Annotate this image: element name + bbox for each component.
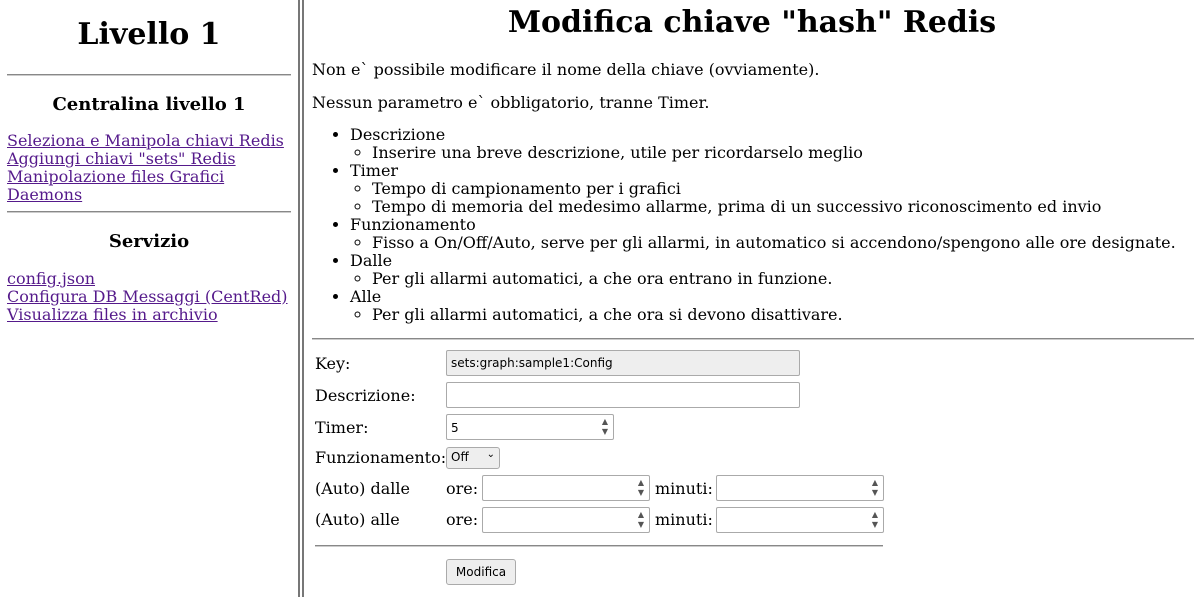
sidebar-frame [0, 0, 298, 597]
ore-label: ore: [446, 479, 479, 498]
alle-label: (Auto) alle [315, 510, 400, 529]
list-item: ◦ Tempo di memoria del medesimo allarme, prima di un successivo riconoscimento ed invio [372, 198, 1176, 216]
timer-label: Timer: [315, 418, 369, 437]
list-item: ◦ Per gli allarmi automatici, a che ora entrano in funzione. [372, 270, 1176, 288]
list-item: • Descrizione ◦ Inserire una breve descrizione, utile per ricordarselo meglio [350, 126, 1176, 162]
help-list [312, 126, 1176, 324]
minuti-label: minuti: [655, 510, 713, 529]
info-paragraph: Non e` possibile modificare il nome della chiave (ovviamente). [312, 60, 820, 79]
spinner-arrows-icon[interactable]: ▲ ▼ [871, 510, 879, 529]
divider [312, 338, 1194, 340]
nav-link-aggiungi-chiavi[interactable]: Aggiungi chiavi "sets" Redis [7, 149, 236, 168]
dalle-ore-input[interactable] [482, 475, 650, 501]
info-paragraph: Nessun parametro e` obbligatorio, tranne Timer. [312, 93, 710, 112]
spinner-arrows-icon[interactable]: ▲ ▼ [601, 417, 609, 436]
timer-input[interactable]: 5 ▲ ▼ [446, 414, 614, 440]
funzionamento-select[interactable]: Off ⌄ [446, 447, 500, 469]
list-item: • Funzionamento ◦ Fisso a On/Off/Auto, serve per gli allarmi, in automatico si accendono/spengono alle ore designate. [350, 216, 1176, 252]
list-item: • Dalle ◦ Per gli allarmi automatici, a che ora entrano in funzione. [350, 252, 1176, 288]
nav-list-centralina [7, 132, 284, 204]
list-item: • Timer ◦ Tempo di campionamento per i grafici ◦ Tempo di memoria del medesimo allarme, prima di un successivo riconoscimento ed invio [350, 162, 1176, 216]
funzionamento-label: Funzionamento: [315, 448, 447, 467]
alle-ore-input[interactable] [482, 507, 650, 533]
sidebar-title: Livello 1 [77, 17, 221, 52]
modifica-button[interactable]: Modifica [446, 559, 516, 585]
descrizione-input[interactable] [446, 382, 800, 408]
nav-link-configura-db[interactable]: Configura DB Messaggi (CentRed) [7, 287, 288, 306]
chevron-down-icon: ⌄ [486, 449, 495, 460]
alle-minuti-input[interactable] [716, 507, 884, 533]
dalle-minuti-input[interactable] [716, 475, 884, 501]
section-title-centralina: Centralina livello 1 [52, 94, 246, 115]
list-item: • Alle ◦ Per gli allarmi automatici, a che ora si devono disattivare. [350, 288, 1176, 324]
divider [315, 545, 883, 547]
ore-label: ore: [446, 510, 479, 529]
list-item: ◦ Fisso a On/Off/Auto, serve per gli allarmi, in automatico si accendono/spengono alle ore designate. [372, 234, 1176, 252]
key-field[interactable]: sets:graph:sample1:Config [446, 350, 800, 376]
spinner-arrows-icon[interactable]: ▲ ▼ [637, 510, 645, 529]
section-title-servizio: Servizio [108, 231, 190, 252]
nav-list-servizio [7, 270, 288, 324]
page-title: Modifica chiave "hash" Redis [507, 5, 997, 40]
main-frame [304, 0, 1200, 597]
spinner-arrows-icon[interactable]: ▲ ▼ [637, 478, 645, 497]
dalle-label: (Auto) dalle [315, 479, 410, 498]
nav-link-seleziona-chiavi[interactable]: Seleziona e Manipola chiavi Redis [7, 131, 284, 150]
nav-link-config-json[interactable]: config.json [7, 269, 96, 288]
nav-link-manipolazione-grafici[interactable]: Manipolazione files Grafici [7, 167, 225, 186]
list-item: ◦ Inserire una breve descrizione, utile per ricordarselo meglio [372, 144, 1176, 162]
divider [7, 74, 291, 76]
minuti-label: minuti: [655, 479, 713, 498]
descrizione-label: Descrizione: [315, 386, 416, 405]
list-item: ◦ Per gli allarmi automatici, a che ora si devono disattivare. [372, 306, 1176, 324]
list-item: ◦ Tempo di campionamento per i grafici [372, 180, 1176, 198]
divider [7, 211, 291, 213]
spinner-arrows-icon[interactable]: ▲ ▼ [871, 478, 879, 497]
nav-link-visualizza-archivio[interactable]: Visualizza files in archivio [7, 305, 218, 324]
key-label: Key: [315, 354, 351, 373]
nav-link-daemons[interactable]: Daemons [7, 185, 83, 204]
